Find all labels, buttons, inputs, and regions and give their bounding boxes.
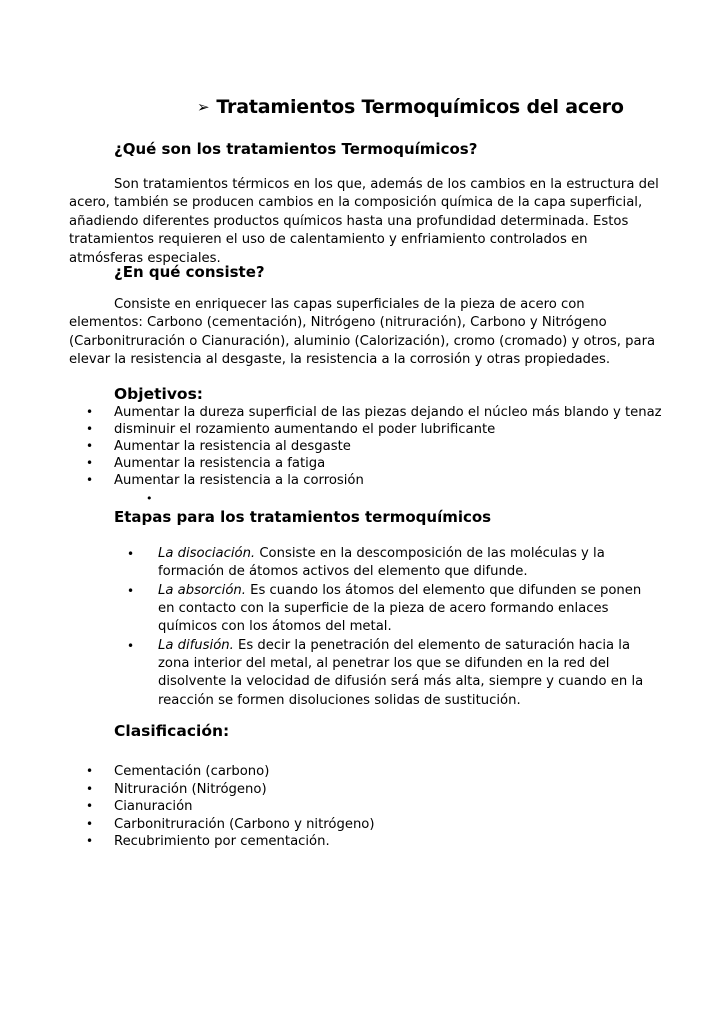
list-item: • Aumentar la resistencia a fatiga [86, 456, 326, 471]
stage-term: La disociación. [158, 546, 256, 561]
bullet-icon: • [86, 764, 94, 778]
paragraph-what-are-text: Son tratamientos térmicos en los que, además de los cambios en la estructura del acero, también se producen cambios en la composición química de la capa superficial, añadiendo diferentes productos químicos hasta una profundidad determinada. Estos tratamientos requieren el uso de calentamiento y enfriamiento controlados en atmósferas especiales. [69, 177, 659, 266]
list-item: • Cianuración [86, 799, 193, 814]
bullet-icon: • [86, 422, 94, 436]
stage-description: Consiste en la descomposición de las moléculas y la formación de átomos activos del elemento que difunde. [158, 546, 605, 580]
document-title [197, 96, 624, 118]
paragraph-consists-text: Consiste en enriquecer las capas superficiales de la pieza de acero con elementos: Carbono (cementación), Nitrógeno (nitruración), Carbono y Nitrógeno (Carbonitruración o Cianuración), aluminio (Calorización), cromo (cromado) y otros, para elevar la resistencia al desgaste, la resistencia a la corrosión y otras propiedades. [69, 297, 656, 368]
bullet-icon: • [86, 781, 94, 796]
classification-list [0, 763, 700, 851]
bullet-icon: • [86, 816, 94, 831]
bullet-icon: • [86, 473, 94, 487]
list-item: • Carbonitruración (Carbono y nitrógeno) [86, 816, 375, 832]
stage-term: La difusión. [158, 638, 234, 653]
list-item: • Recubrimiento por cementación. [86, 834, 330, 849]
bullet-icon: • [86, 405, 94, 419]
bullet-icon: • [127, 584, 135, 598]
list-item: • Cementación (carbono) [86, 764, 270, 779]
bullet-icon: • [127, 639, 135, 653]
bullet-icon: • [86, 799, 94, 813]
list-item: • disminuir el rozamiento aumentando el poder lubrificante [86, 422, 496, 437]
empty-bullet-icon: • [146, 492, 153, 505]
list-item: • Aumentar la resistencia a la corrosión [86, 473, 364, 488]
bullet-icon: • [127, 547, 135, 561]
list-item: • Nitruración (Nitrógeno) [86, 781, 267, 797]
document-title-text: Tratamientos Termoquímicos del acero [216, 96, 624, 118]
bullet-icon: • [86, 456, 94, 470]
stage-description: Es cuando los átomos del elemento que difunden se ponen en contacto con la superficie de la pieza de acero formando enlaces químicos con los átomos del metal. [158, 583, 642, 635]
list-item: • Aumentar la resistencia al desgaste [86, 439, 351, 454]
stage-term: La absorción. [158, 583, 246, 598]
heading-objectives: Objetivos: [114, 385, 203, 403]
bullet-icon: • [86, 439, 94, 453]
paragraph-consists [69, 296, 661, 370]
list-item: • Aumentar la dureza superficial de las piezas dejando el núcleo más blando y tenaz [86, 405, 662, 420]
arrow-bullet-icon: ➢ [197, 98, 210, 116]
heading-consists: ¿En qué consiste? [114, 263, 265, 281]
paragraph-what-are [69, 176, 661, 268]
heading-classification: Clasificación: [114, 722, 230, 740]
objectives-list [0, 404, 700, 489]
stage-description: Es decir la penetración del elemento de saturación hacia la zona interior del metal, al penetrar los que se difunden en la red del disolvente la velocidad de difusión será más alta, siempre y cuando en la reacción se formen disoluciones solidas de sustitución. [158, 638, 644, 708]
bullet-icon: • [86, 834, 94, 848]
heading-what-are: ¿Qué son los tratamientos Termoquímicos? [114, 140, 478, 158]
heading-stages: Etapas para los tratamientos termoquímicos [114, 508, 492, 526]
